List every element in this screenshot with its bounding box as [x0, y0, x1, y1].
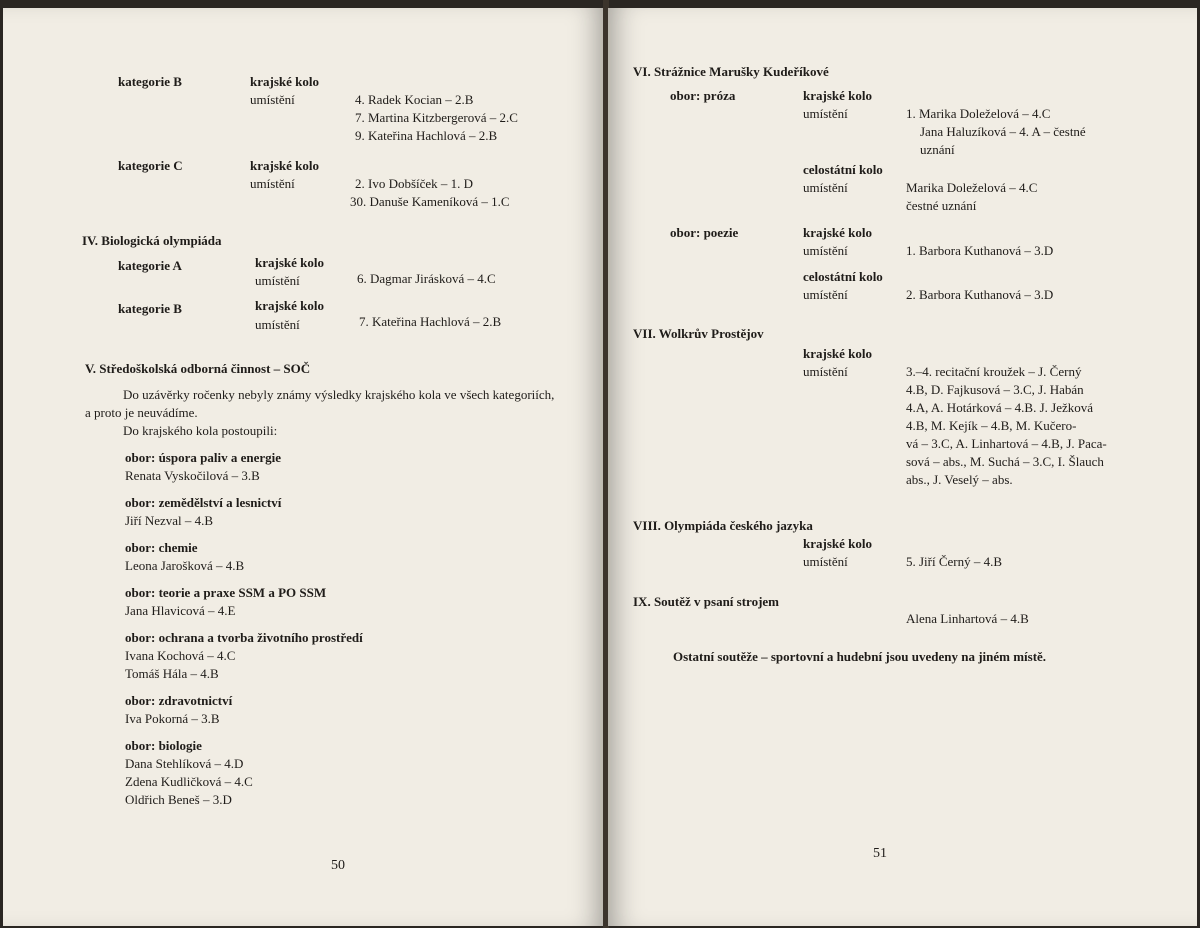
right-page: [608, 8, 1197, 926]
result-line: 4. Radek Kocian – 2.B: [355, 92, 474, 107]
placement-label: umístění: [803, 287, 848, 302]
field-heading: obor: ochrana a tvorba životního prostředí: [125, 630, 363, 645]
field-heading: obor: zdravotnictví: [125, 693, 233, 708]
result-line: 30. Danuše Kameníková – 1.C: [350, 194, 510, 209]
round-label: celostátní kolo: [803, 162, 883, 177]
result-line: 1. Barbora Kuthanová – 3.D: [906, 243, 1054, 258]
field-heading: obor: poezie: [670, 225, 739, 240]
category-label: kategorie B: [118, 74, 182, 89]
section-heading: IX. Soutěž v psaní strojem: [633, 594, 780, 609]
result-line: vá – 3.C, A. Linhartová – 4.B, J. Paca-: [906, 436, 1107, 451]
field-heading: obor: próza: [670, 88, 736, 103]
result-line: 5. Jiří Černý – 4.B: [906, 554, 1003, 569]
student-line: Ivana Kochová – 4.C: [125, 648, 236, 663]
student-line: Leona Jarošková – 4.B: [125, 558, 245, 573]
student-line: Tomáš Hála – 4.B: [125, 666, 219, 681]
result-line: 4.B, M. Kejík – 4.B, M. Kučero-: [906, 418, 1077, 433]
category-label: kategorie C: [118, 158, 183, 173]
paragraph-line: Do uzávěrky ročenky nebyly známy výsledky krajského kola ve všech kategoriích,: [123, 387, 555, 402]
student-line: Dana Stehlíková – 4.D: [125, 756, 244, 771]
paragraph-line: Do krajského kola postoupili:: [123, 423, 278, 438]
paragraph-line: a proto je neuvádíme.: [85, 405, 198, 420]
result-line: 1. Marika Doleželová – 4.C: [906, 106, 1051, 121]
result-line: 6. Dagmar Jirásková – 4.C: [357, 271, 496, 286]
round-label: krajské kolo: [803, 225, 872, 240]
student-line: Zdena Kudličková – 4.C: [125, 774, 253, 789]
category-label: kategorie B: [118, 301, 182, 316]
placement-label: umístění: [803, 364, 848, 379]
section-heading: VI. Strážnice Marušky Kudeříkové: [633, 64, 829, 79]
result-line: uznání: [920, 142, 955, 157]
round-label: celostátní kolo: [803, 269, 883, 284]
page-number: 50: [331, 858, 345, 873]
result-line: 2. Ivo Dobšíček – 1. D: [355, 176, 474, 191]
result-line: 7. Kateřina Hachlová – 2.B: [359, 314, 502, 329]
round-label: krajské kolo: [255, 255, 324, 270]
placement-label: umístění: [255, 273, 300, 288]
result-line: sová – abs., M. Suchá – 3.C, I. Šlauch: [906, 454, 1104, 469]
closing-note: Ostatní soutěže – sportovní a hudební jsou uvedeny na jiném místě.: [673, 649, 1047, 664]
round-label: krajské kolo: [255, 298, 324, 313]
result-line: 3.–4. recitační kroužek – J. Černý: [906, 364, 1082, 379]
placement-label: umístění: [803, 243, 848, 258]
field-heading: obor: biologie: [125, 738, 202, 753]
placement-label: umístění: [803, 180, 848, 195]
field-heading: obor: chemie: [125, 540, 198, 555]
category-label: kategorie A: [118, 258, 182, 273]
result-line: Marika Doleželová – 4.C: [906, 180, 1038, 195]
section-heading: VIII. Olympiáda českého jazyka: [633, 518, 813, 533]
student-line: Oldřich Beneš – 3.D: [125, 792, 232, 807]
page-number: 51: [873, 846, 887, 861]
result-line: abs., J. Veselý – abs.: [906, 472, 1013, 487]
round-label: krajské kolo: [803, 346, 872, 361]
round-label: krajské kolo: [250, 158, 319, 173]
student-line: Iva Pokorná – 3.B: [125, 711, 220, 726]
round-label: krajské kolo: [803, 536, 872, 551]
placement-label: umístění: [250, 92, 295, 107]
section-heading: V. Středoškolská odborná činnost – SOČ: [85, 361, 311, 376]
field-heading: obor: úspora paliv a energie: [125, 450, 281, 465]
result-line: 9. Kateřina Hachlová – 2.B: [355, 128, 498, 143]
student-line: Jana Hlavicová – 4.E: [125, 603, 236, 618]
student-line: Jiří Nezval – 4.B: [125, 513, 214, 528]
section-heading: IV. Biologická olympiáda: [82, 233, 222, 248]
round-label: krajské kolo: [803, 88, 872, 103]
round-label: krajské kolo: [250, 74, 319, 89]
field-heading: obor: teorie a praxe SSM a PO SSM: [125, 585, 327, 600]
placement-label: umístění: [803, 106, 848, 121]
placement-label: umístění: [255, 317, 300, 332]
result-line: 7. Martina Kitzbergerová – 2.C: [355, 110, 518, 125]
result-line: Jana Haluzíková – 4. A – čestné: [920, 124, 1086, 139]
placement-label: umístění: [803, 554, 848, 569]
result-line: 2. Barbora Kuthanová – 3.D: [906, 287, 1054, 302]
result-line: Alena Linhartová – 4.B: [906, 611, 1029, 626]
placement-label: umístění: [250, 176, 295, 191]
result-line: 4.B, D. Fajkusová – 3.C, J. Habán: [906, 382, 1084, 397]
left-page: [3, 8, 604, 926]
student-line: Renata Vyskočilová – 3.B: [125, 468, 260, 483]
result-line: čestné uznání: [906, 198, 977, 213]
field-heading: obor: zemědělství a lesnictví: [125, 495, 282, 510]
section-heading: VII. Wolkrův Prostějov: [633, 326, 764, 341]
result-line: 4.A, A. Hotárková – 4.B. J. Ježková: [906, 400, 1094, 415]
